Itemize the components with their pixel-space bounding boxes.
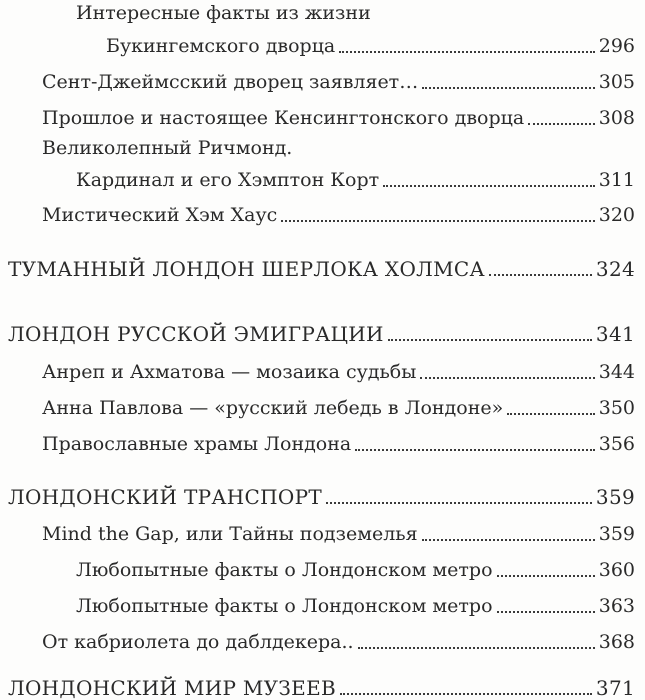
toc-page-number: 344: [598, 361, 635, 383]
toc-page-number: 305: [598, 71, 635, 93]
toc-entry-title: Любопытные факты о Лондонском метро: [76, 559, 493, 581]
toc-entry[interactable]: [42, 620, 635, 652]
toc-page-number: 368: [598, 631, 635, 653]
toc-section-entry[interactable]: [8, 312, 635, 344]
toc-entry-title: От кабриолета до даблдекера..: [42, 631, 354, 653]
toc-entry-line: Интересные факты из жизни: [76, 2, 371, 24]
dot-leader: [339, 51, 594, 53]
toc-page-number: 350: [598, 397, 635, 419]
dot-leader: [358, 647, 595, 649]
toc-entry[interactable]: [106, 24, 635, 56]
toc-entry-title: Анреп и Ахматова — мозаика судьбы: [42, 361, 417, 383]
toc-section-title: ЛОНДОН РУССКОЙ ЭМИГРАЦИИ: [8, 322, 384, 346]
toc-page-number: 341: [595, 322, 635, 346]
dot-leader: [355, 449, 595, 451]
toc-page-number: 308: [598, 107, 635, 129]
dot-leader: [388, 339, 592, 341]
dot-leader: [281, 220, 594, 222]
dot-leader: [497, 611, 595, 613]
dot-leader: [507, 413, 595, 415]
toc-entry-title: Любопытные факты о Лондонском метро: [76, 595, 493, 617]
toc-entry[interactable]: [76, 584, 635, 616]
dot-leader: [326, 502, 592, 504]
toc-page-number: 296: [598, 35, 635, 57]
toc-page-number: 311: [598, 169, 635, 191]
toc-section-title: ТУМАННЫЙ ЛОНДОН ШЕРЛОКА ХОЛМСА: [8, 257, 485, 281]
toc-entry[interactable]: [42, 386, 635, 418]
toc-entry-title: Кардинал и его Хэмптон Корт: [76, 169, 380, 191]
toc-entry[interactable]: [42, 96, 635, 128]
dot-leader: [340, 693, 592, 695]
dot-leader: [420, 377, 594, 379]
toc-entry-title: Православные храмы Лондона: [42, 433, 352, 455]
dot-leader: [422, 87, 595, 89]
toc-page-number: 360: [598, 559, 635, 581]
toc-entry-title: Мистический Хэм Хаус: [42, 204, 278, 226]
toc-section-title: ЛОНДОНСКИЙ МИР МУЗЕЕВ: [8, 676, 336, 700]
toc-page-number: 324: [595, 257, 635, 281]
toc-entry[interactable]: [42, 512, 635, 544]
toc-entry[interactable]: [42, 193, 635, 225]
toc-entry[interactable]: [42, 60, 635, 92]
toc-entry-title: Прошлое и настоящее Кенсингтонского дворца: [42, 107, 525, 129]
toc-entry-title: Сент-Джеймсский дворец заявляет…: [42, 71, 419, 93]
toc-entry[interactable]: [76, 548, 635, 580]
toc-section-title: ЛОНДОНСКИЙ ТРАНСПОРТ: [8, 485, 322, 509]
toc-entry-line: Великолепный Ричмонд.: [42, 137, 293, 159]
toc-section-entry[interactable]: [8, 247, 635, 279]
toc-entry-title: Mind the Gap, или Тайны подземелья: [42, 523, 418, 545]
toc-section-entry[interactable]: [8, 475, 635, 507]
toc-page-number: 320: [598, 204, 635, 226]
dot-leader: [497, 575, 595, 577]
toc-section-entry[interactable]: [8, 666, 635, 698]
dot-leader: [383, 185, 595, 187]
dot-leader: [489, 274, 592, 276]
toc-entry-title: Анна Павлова — «русский лебедь в Лондоне»: [42, 397, 504, 419]
toc-page-number: 371: [595, 676, 635, 700]
toc-entry[interactable]: [42, 422, 635, 454]
toc-page-number: 363: [598, 595, 635, 617]
toc-page-number: 359: [598, 523, 635, 545]
dot-leader: [528, 123, 595, 125]
toc-entry[interactable]: [76, 158, 635, 190]
toc-page-number: 356: [598, 433, 635, 455]
dot-leader: [422, 539, 595, 541]
toc-entry-title: Букингемского дворца: [106, 35, 336, 57]
toc-page-number: 359: [595, 485, 635, 509]
toc-entry[interactable]: [42, 350, 635, 382]
